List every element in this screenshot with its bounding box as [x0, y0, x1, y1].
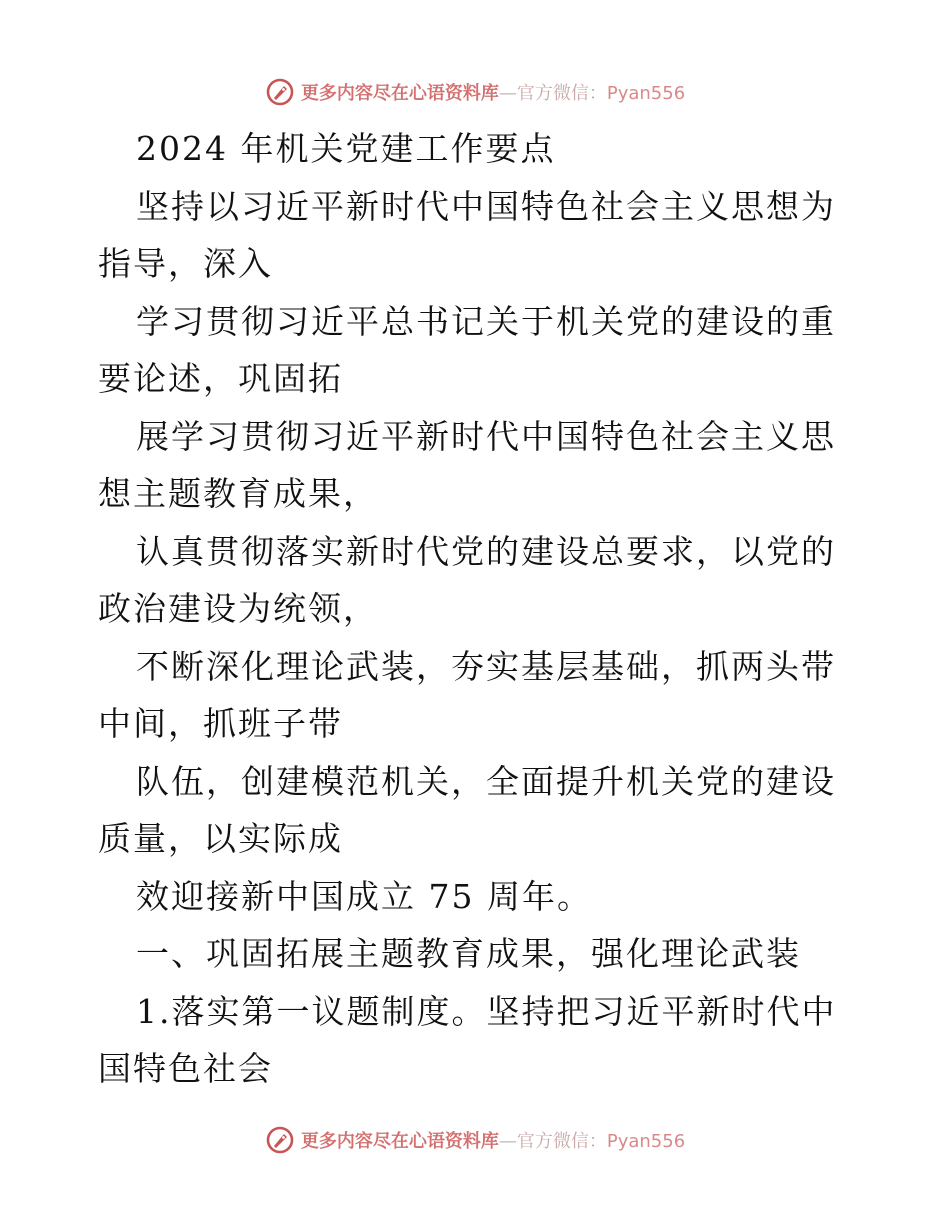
- footer-watermark: [0, 1118, 950, 1162]
- watermark-wechat-label: 官方微信：: [516, 83, 607, 104]
- paragraph: 认真贯彻落实新时代党的建设总要求，以党的政治建设为统领，: [98, 531, 836, 628]
- paragraph: 学习贯彻习近平总书记关于机关党的建设的重要论述，巩固拓: [98, 301, 836, 398]
- watermark-separator: —: [498, 1131, 517, 1152]
- watermark-wechat-label: 官方微信：: [516, 1131, 607, 1152]
- paragraph: 展学习贯彻习近平新时代中国特色社会主义思想主题教育成果，: [98, 416, 836, 513]
- watermark-wechat-id: Pyan556: [606, 83, 686, 104]
- document-body: [98, 120, 858, 1098]
- watermark-brand: 更多内容尽在心语资料库: [300, 83, 499, 104]
- header-watermark: [0, 70, 950, 114]
- paragraph: 效迎接新中国成立 75 周年。: [136, 876, 592, 916]
- document-title: 2024 年机关党建工作要点: [136, 129, 556, 168]
- paragraph: 1.落实第一议题制度。坚持把习近平新时代中国特色社会: [98, 991, 837, 1088]
- watermark-text: [301, 79, 685, 105]
- paragraph: 队伍，创建模范机关，全面提升机关党的建设质量，以实际成: [98, 761, 836, 858]
- paragraph: 不断深化理论武装，夯实基层基础，抓两头带中间，抓班子带: [98, 646, 836, 743]
- watermark-brand: 更多内容尽在心语资料库: [300, 1131, 499, 1152]
- pen-nib-logo-icon: [265, 1125, 295, 1155]
- section-heading: 一、巩固拓展主题教育成果，强化理论武装: [136, 934, 801, 973]
- watermark-separator: —: [498, 83, 517, 104]
- watermark-text: [301, 1127, 685, 1153]
- paragraph: 坚持以习近平新时代中国特色社会主义思想为指导，深入: [98, 186, 836, 283]
- pen-nib-logo-icon: [265, 77, 295, 107]
- watermark-wechat-id: Pyan556: [606, 1131, 686, 1152]
